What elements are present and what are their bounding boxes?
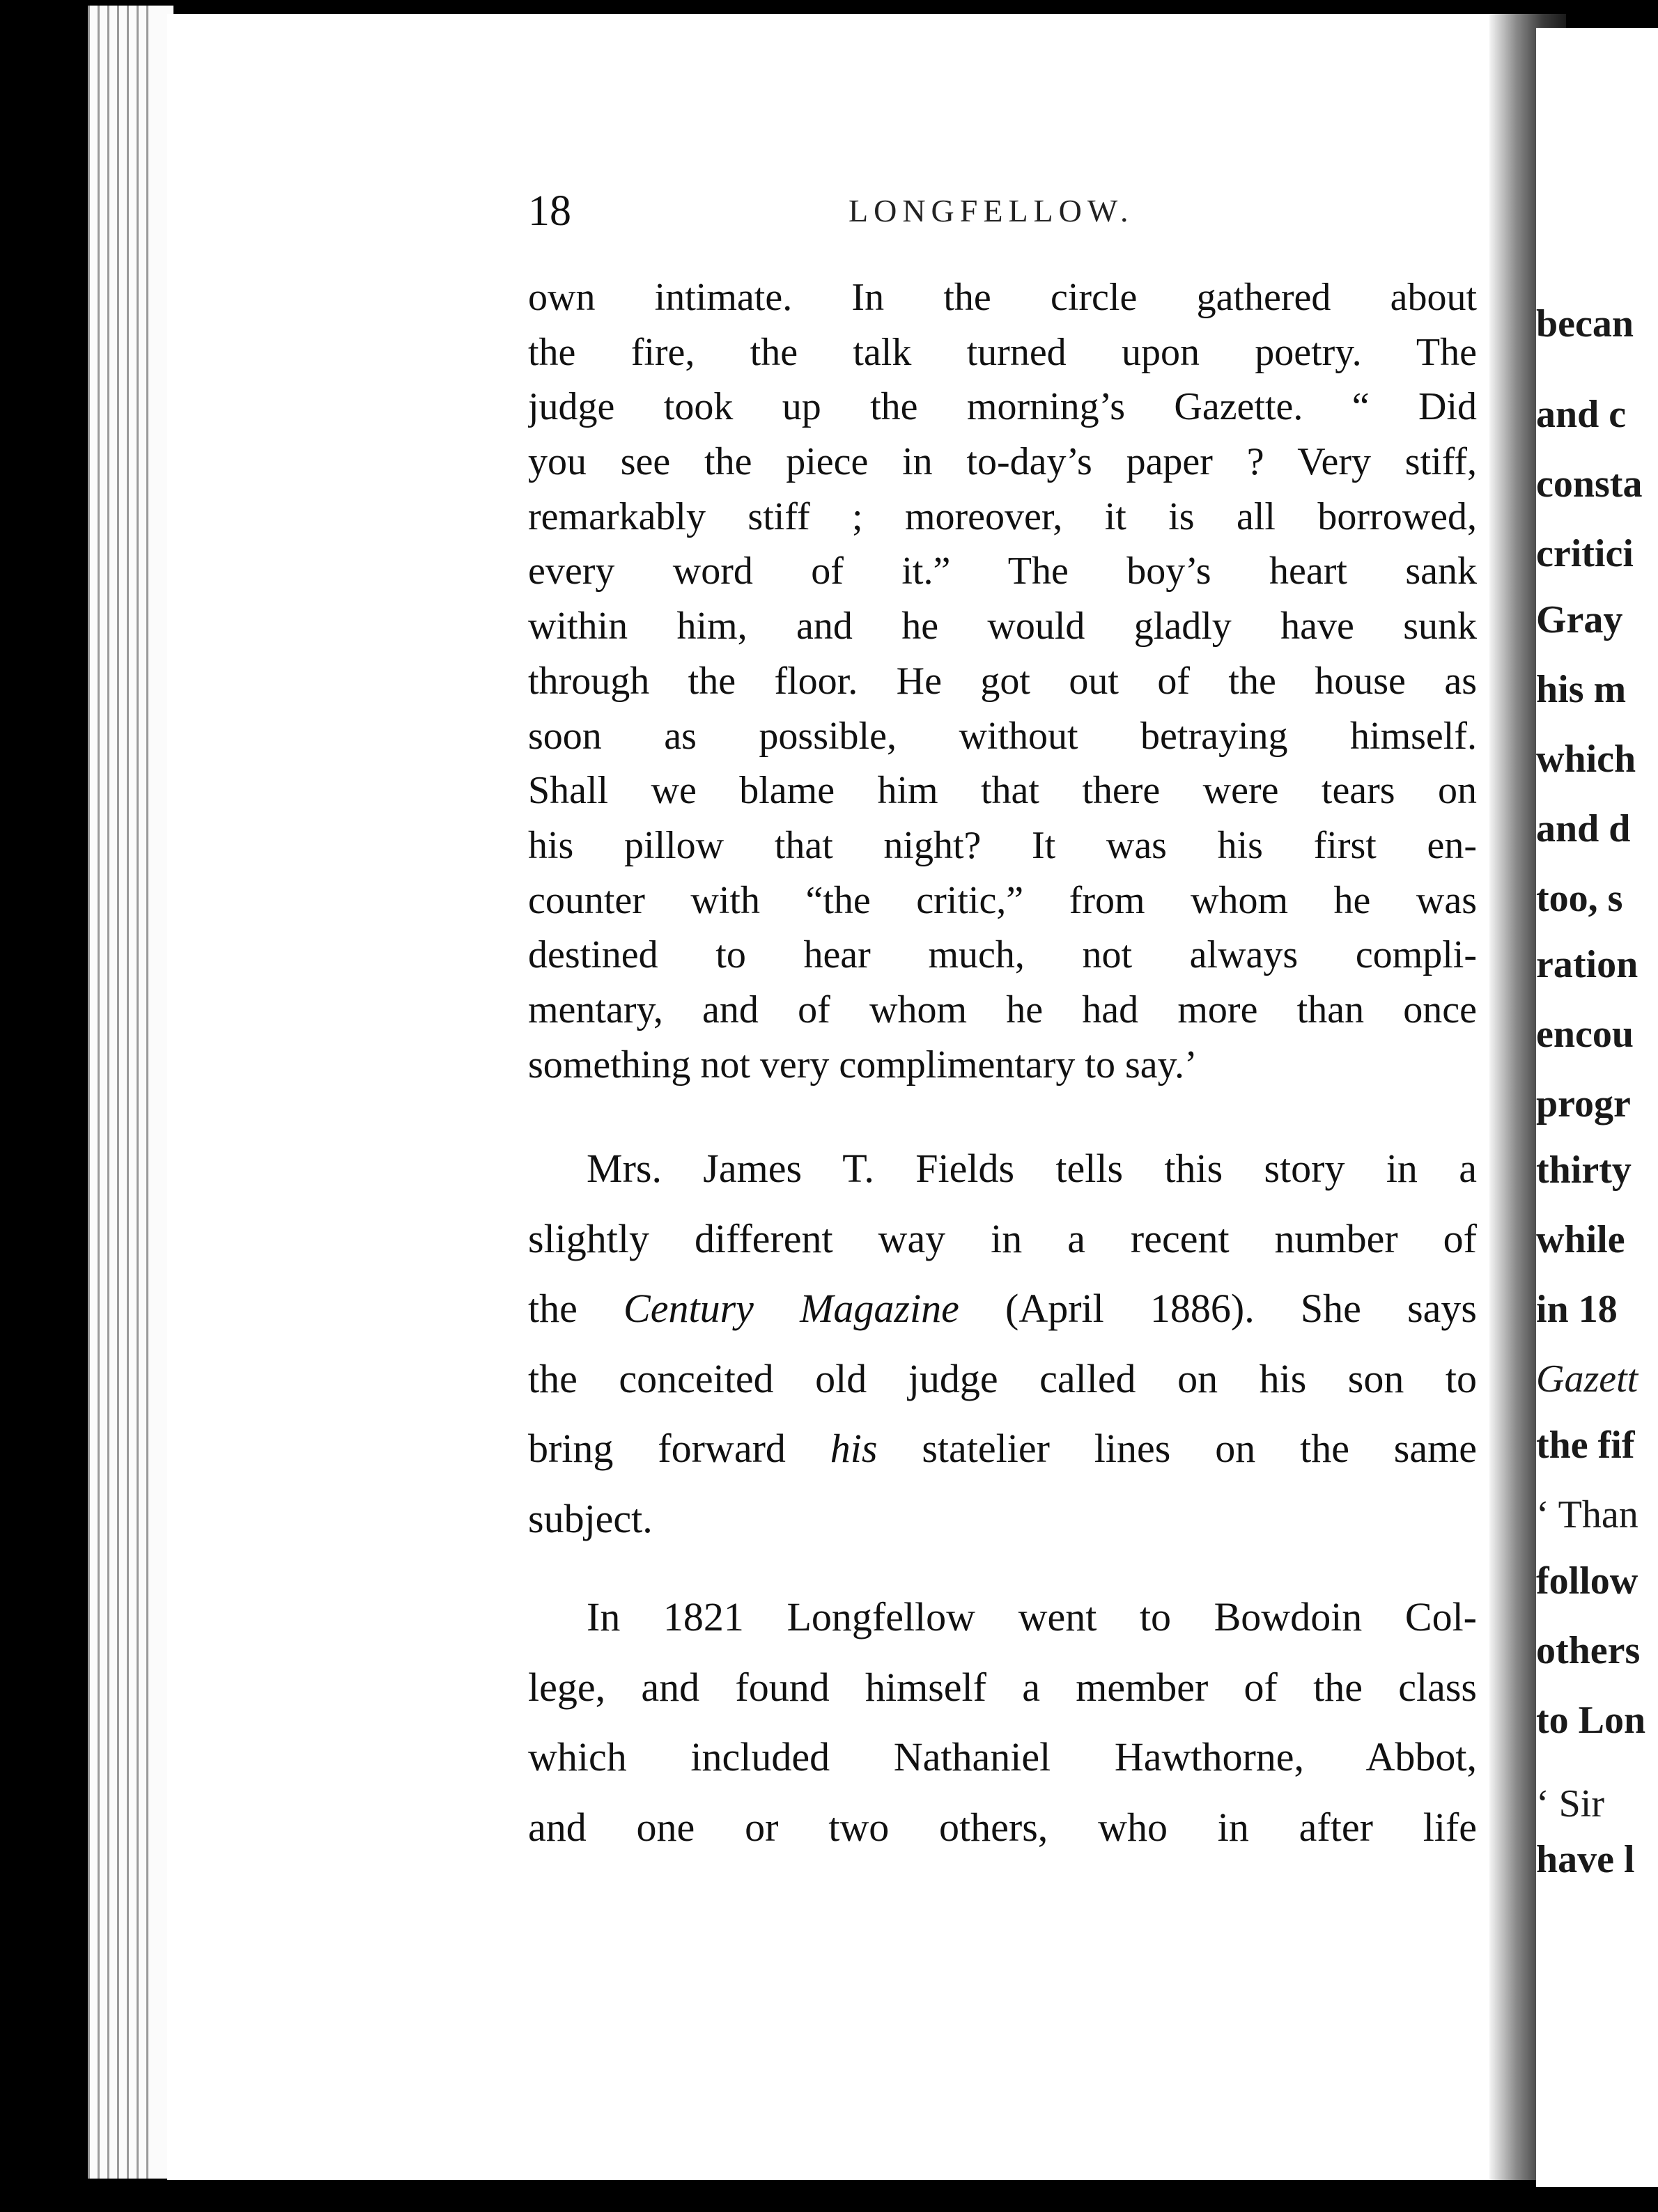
paragraph-fields-story (528, 1134, 1477, 1555)
text-line: lege, and found himself a member of the class (528, 1664, 1477, 1710)
facing-line: and d (1536, 807, 1631, 850)
facing-line: and c (1536, 393, 1627, 436)
facing-line: encou (1536, 1013, 1634, 1056)
text-line: through the floor. He got out of the house as (528, 659, 1477, 703)
paragraph-bowdoin (528, 1582, 1477, 1862)
facing-line: consta (1536, 462, 1643, 506)
facing-line: while (1536, 1218, 1625, 1261)
running-head: LONGFELLOW. (849, 193, 1134, 228)
text-line: counter with “the critic,” from whom he was (528, 878, 1477, 922)
italic-title: Century Magazine (623, 1286, 959, 1332)
page-edges (88, 6, 178, 2179)
facing-page (1536, 28, 1658, 2187)
text-line: bring forward his statelier lines on the same (528, 1426, 1477, 1472)
facing-line: others (1536, 1629, 1641, 1672)
text-line: subject. (528, 1495, 653, 1541)
facing-line: ration (1536, 943, 1638, 986)
facing-line: too, s (1536, 877, 1623, 920)
text-line: the conceited old judge called on his son to (528, 1355, 1477, 1401)
facing-line: Gazett (1536, 1357, 1638, 1401)
facing-line: his m (1536, 668, 1627, 711)
facing-line: Gray (1536, 598, 1623, 641)
facing-line: becan (1536, 302, 1634, 345)
text-line: In 1821 Longfellow went to Bowdoin Col- (587, 1594, 1477, 1639)
text-line: you see the piece in to-day’s paper ? Very stiff, (528, 440, 1477, 484)
facing-line: critici (1536, 532, 1634, 575)
text-line: remarkably stiff ; moreover, it is all borrowed, (528, 494, 1477, 538)
text-line: mentary, and of whom he had more than once (528, 988, 1477, 1031)
text-line: which included Nathaniel Hawthorne, Abbot, (528, 1734, 1477, 1780)
text-line: something not very complimentary to say.’ (528, 1043, 1198, 1086)
facing-line: thirty (1536, 1148, 1632, 1192)
text-line: Shall we blame him that there were tears on (528, 769, 1477, 813)
text-line: within him, and he would gladly have sunk (528, 605, 1477, 648)
page-number: 18 (528, 187, 571, 235)
paragraph-continued (528, 270, 1477, 1092)
facing-line: to Lon (1536, 1699, 1646, 1742)
facing-line: follow (1536, 1559, 1638, 1603)
text-line: soon as possible, without betraying himself. (528, 714, 1477, 758)
text-line: own intimate. In the circle gathered about (528, 276, 1477, 319)
text-line: the fire, the talk turned upon poetry. The (528, 330, 1477, 374)
italic-emphasis: his (830, 1426, 878, 1472)
text-line: judge took up the morning’s Gazette. “ Did (528, 385, 1477, 429)
facing-line: which (1536, 738, 1636, 781)
text-line: slightly different way in a recent number of (528, 1215, 1477, 1261)
facing-line: ‘ Than (1536, 1493, 1638, 1536)
text-line: the Century Magazine (April 1886). She says (528, 1286, 1477, 1332)
text-line: destined to hear much, not always compli- (528, 933, 1477, 977)
page-header (528, 180, 1462, 242)
text-line: Mrs. James T. Fields tells this story in a (587, 1146, 1477, 1191)
text-line: every word of it.” The boy’s heart sank (528, 550, 1477, 593)
facing-line: the fif (1536, 1424, 1635, 1467)
text-line: and one or two others, who in after life (528, 1804, 1477, 1850)
facing-line: have l (1536, 1838, 1635, 1881)
facing-line: in 18 (1536, 1288, 1618, 1331)
facing-line: progr (1536, 1082, 1631, 1126)
facing-line: ‘ Sir (1536, 1782, 1604, 1825)
text-line: his pillow that night? It was his first en- (528, 823, 1477, 867)
